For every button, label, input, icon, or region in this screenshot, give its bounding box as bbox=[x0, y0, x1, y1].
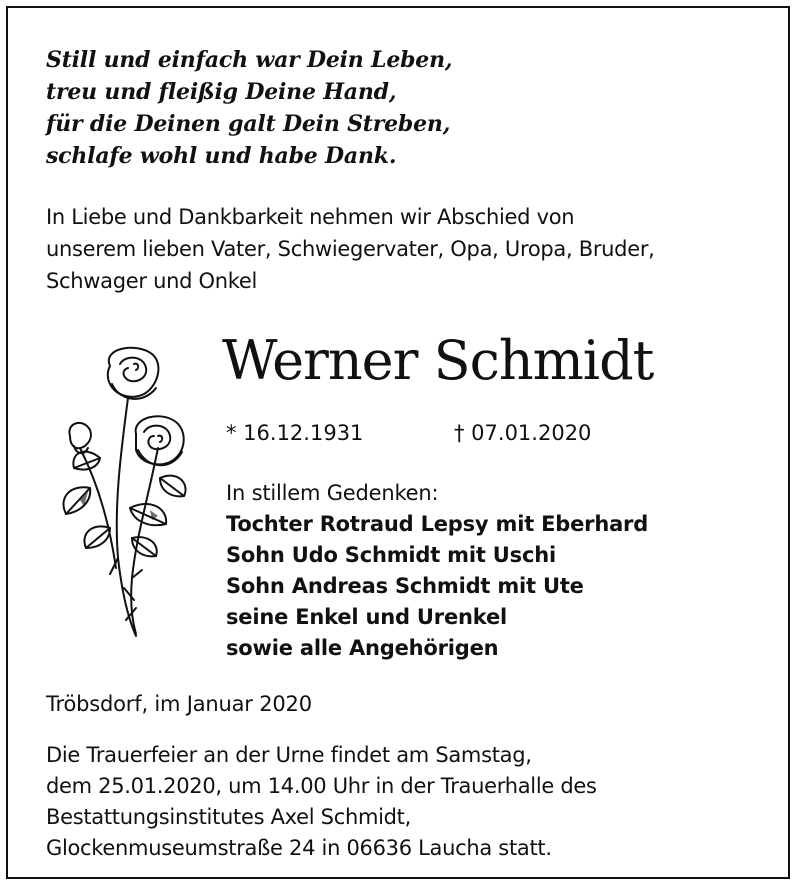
ceremony-line: Glockenmuseumstraße 24 in 06636 Laucha statt. bbox=[46, 836, 552, 860]
poem-line: treu und fleißig Deine Hand, bbox=[46, 79, 397, 105]
intro-line: Schwager und Onkel bbox=[46, 269, 258, 293]
poem-line: Still und einfach war Dein Leben, bbox=[46, 47, 453, 73]
mourner-line: Tochter Rotraud Lepsy mit Eberhard bbox=[226, 512, 649, 536]
mourners-list bbox=[226, 478, 648, 664]
poem bbox=[46, 44, 452, 172]
mourner-line: Sohn Andreas Schmidt mit Ute bbox=[226, 574, 584, 598]
deceased-name: Werner Schmidt bbox=[222, 329, 654, 392]
mourner-line: seine Enkel und Urenkel bbox=[226, 605, 507, 629]
rose-illustration-icon bbox=[40, 338, 200, 638]
obituary-notice bbox=[6, 6, 790, 879]
ceremony-line: Bestattungsinstitutes Axel Schmidt, bbox=[46, 805, 411, 829]
poem-line: für die Deinen galt Dein Streben, bbox=[46, 111, 451, 137]
ceremony-info bbox=[46, 740, 766, 864]
mourner-line: sowie alle Angehörigen bbox=[226, 636, 499, 660]
intro-line: In Liebe und Dankbarkeit nehmen wir Abschied von bbox=[46, 205, 575, 229]
place-date: Tröbsdorf, im Januar 2020 bbox=[46, 692, 312, 716]
birth-date: * 16.12.1931 bbox=[226, 421, 364, 445]
mourners-heading: In stillem Gedenken: bbox=[226, 481, 439, 505]
death-date: † 07.01.2020 bbox=[454, 421, 592, 445]
mourner-line: Sohn Udo Schmidt mit Uschi bbox=[226, 543, 556, 567]
ceremony-line: Die Trauerfeier an der Urne findet am Samstag, bbox=[46, 743, 532, 767]
intro-text bbox=[46, 201, 766, 297]
intro-line: unserem lieben Vater, Schwiegervater, Opa, Uropa, Bruder, bbox=[46, 237, 655, 261]
poem-line: schlafe wohl und habe Dank. bbox=[46, 143, 397, 169]
ceremony-line: dem 25.01.2020, um 14.00 Uhr in der Trauerhalle des bbox=[46, 774, 597, 798]
